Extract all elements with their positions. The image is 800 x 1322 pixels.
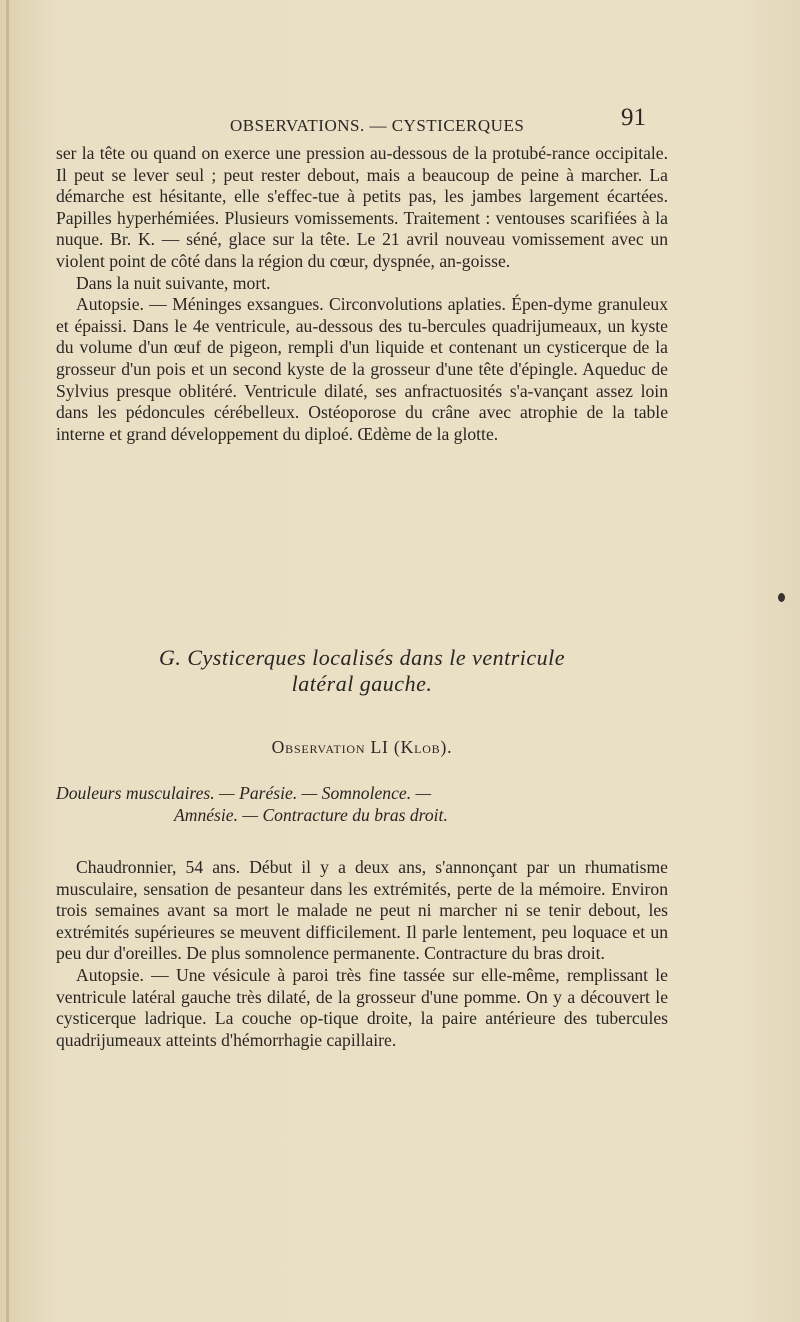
section-title [56, 645, 668, 697]
section-title-line: latéral gauche. [291, 671, 433, 696]
paragraph: Autopsie. — Une vésicule à paroi très fine tassée sur elle-même, remplissant le ventricule latéral gauche très dilaté, de la grosseur d'une pomme. On y a découvert le cysticerque ladrique. La couche op-tique droite, la paire antérieure des tubercules quadrijumeaux atteints d'hémorrhagie capillaire. [56, 964, 668, 1050]
observation-title: Observation LI (Klob). [271, 737, 453, 757]
page-number: 91 [621, 104, 646, 131]
running-head: OBSERVATIONS. — CYSTICERQUES [230, 116, 525, 135]
section-title-line: G. Cysticerques localisés dans le ventricule [158, 645, 566, 670]
page-gutter [6, 0, 9, 1322]
page-header [0, 100, 800, 135]
paragraph: Dans la nuit suivante, mort. [76, 272, 271, 293]
observation-subtitle-line: Amnésie. — Contracture du bras droit. [174, 805, 448, 825]
observation-subtitle [56, 782, 668, 826]
paragraph: ser la tête ou quand on exerce une pression au-dessous de la protubé-rance occipitale. Il peut se lever seul ; peut rester debout, mais a beaucoup de peine à marcher. La démarche est hésitante, elle s'effec-tue à petits pas, les jambes largement écartées. Papilles hyperhémiées. Plusieurs vomissements. Traitement : ventouses scarifiées à la nuque. Br. K. — séné, glace sur la tête. Le 21 avril nouveau vomissement avec un violent point de côté dans la région du cœur, dyspnée, an-goisse. [56, 143, 668, 271]
text-block-top [56, 143, 668, 445]
text-block-bottom [56, 857, 668, 1051]
paragraph: Autopsie. — Méninges exsangues. Circonvolutions aplaties. Épen-dyme granuleux et épaissi. Dans le 4e ventricule, au-dessous des tu-bercules quadrijumeaux, un kyste du volume d'un œuf de pigeon, rempli d'un liquide et contenant un cysticerque de la grosseur d'un pois et un second kyste de la grosseur d'une tête d'épingle. Aqueduc de Sylvius presque oblitéré. Ventricule dilaté, ses anfractuosités s'a-vançant assez loin dans les pédoncules cérébelleux. Ostéoporose du crâne avec atrophie de la table interne et grand développement du diploé. Œdème de la glotte. [56, 294, 668, 444]
ink-spot [778, 593, 785, 602]
observation-subtitle-line: Douleurs musculaires. — Parésie. — Somnolence. — [56, 783, 432, 803]
paragraph: Chaudronnier, 54 ans. Début il y a deux ans, s'annonçant par un rhumatisme musculaire, sensation de pesanteur dans les extrémités, perte de la mémoire. Environ trois semaines avant sa mort le malade ne peut ni marcher ni se tenir debout, les extrémités supérieures se meuvent difficilement. Il parle lentement, peu loquace et un peu dur d'oreilles. De plus somnolence permanente. Contracture du bras droit. [56, 857, 668, 964]
